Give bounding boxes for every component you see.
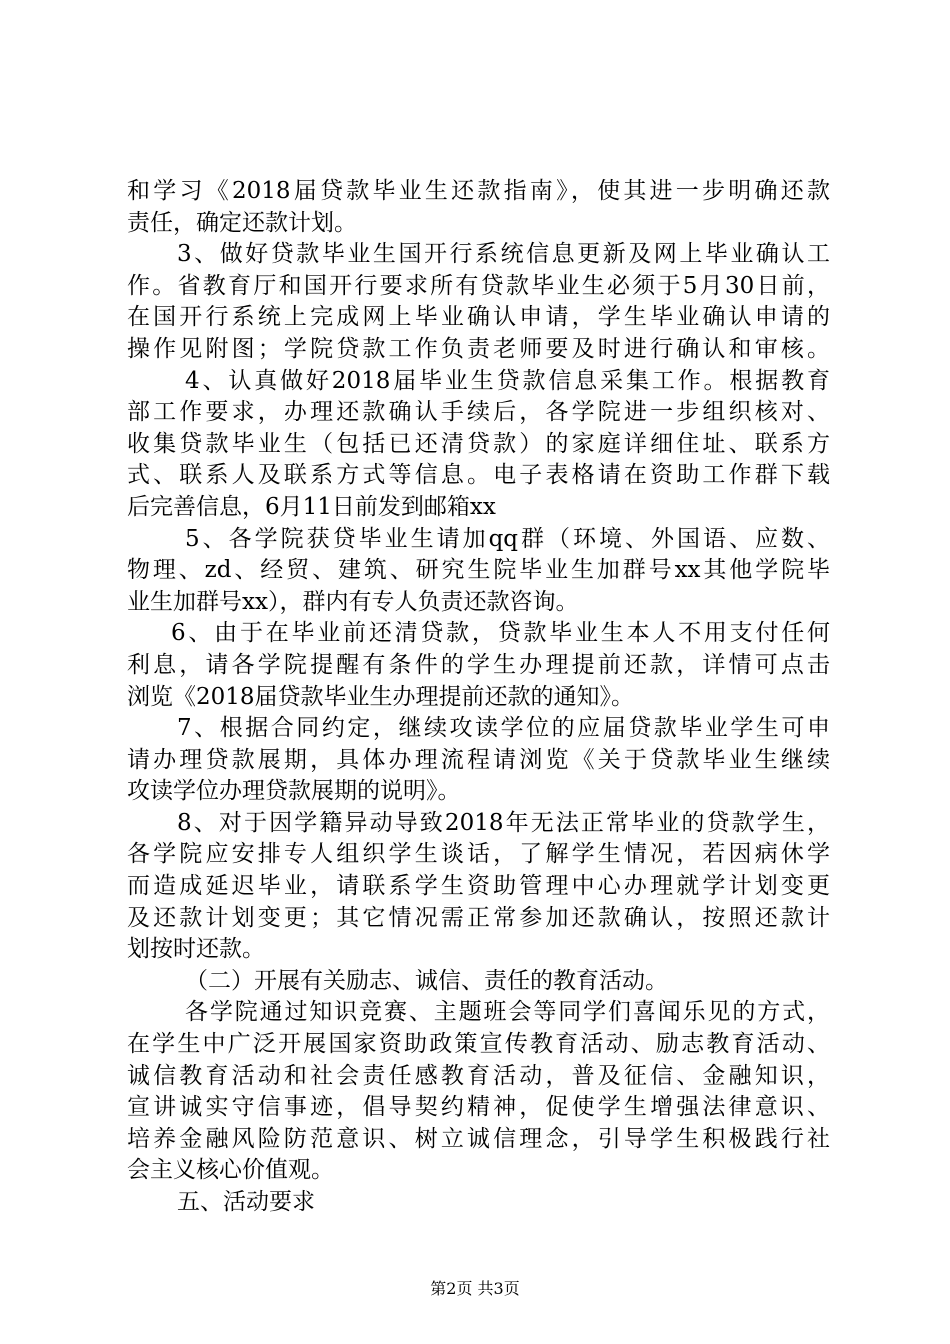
text-line: 在学生中广泛开展国家资助政策宣传教育活动、励志教育活动、 [127,1031,830,1058]
text-line: 业生加群号xx），群内有专人负责还款咨询。 [127,588,579,615]
text-line: 请办理贷款展期，具体办理流程请浏览《关于贷款毕业生继续 [127,746,830,773]
text-line: 作。省教育厅和国开行要求所有贷款毕业生必须于5月30日前， [127,272,830,299]
text-line: 会主义核心价值观。 [127,1157,334,1184]
text-line: 8、对于因学籍异动导致2018年无法正常毕业的贷款学生， [177,809,830,836]
text-line: 利息，请各学院提醒有条件的学生办理提前还款，详情可点击 [127,651,830,678]
section-heading: 五、活动要求 [177,1189,315,1215]
text-line: 式、联系人及联系方式等信息。电子表格请在资助工作群下载 [127,462,830,489]
text-line: 责任，确定还款计划。 [127,209,357,236]
text-line: 宣讲诚实守信事迹，倡导契约精神，促使学生增强法律意识、 [127,1094,830,1121]
text-line: 诚信教育活动和社会责任感教育活动，普及征信、金融知识， [127,1062,830,1089]
text-line: 而造成延迟毕业，请联系学生资助管理中心办理就学计划变更 [127,873,830,900]
text-line: 攻读学位办理贷款展期的说明》。 [127,778,461,805]
text-line: 7、根据合同约定，继续攻读学位的应届贷款毕业学生可申 [177,715,830,742]
text-line: 及还款计划变更；其它情况需正常参加还款确认，按照还款计 [127,904,830,931]
text-line: 划按时还款。 [127,936,265,963]
page-number-footer: 第2页 共3页 [430,1279,520,1298]
text-line: 各学院通过知识竞赛、主题班会等同学们喜闻乐见的方式， [185,999,830,1026]
body-text [127,176,830,1219]
section-heading: （二）开展有关励志、诚信、责任的教育活动。 [185,967,668,994]
text-line: 5、各学院获贷毕业生请加qq群（环境、外国语、应数、 [185,525,830,552]
text-line: 在国开行系统上完成网上毕业确认申请，学生毕业确认申请的 [127,304,830,331]
text-line: 操作见附图；学院贷款工作负责老师要及时进行确认和审核。 [127,335,830,362]
text-line: 和学习《2018届贷款毕业生还款指南》，使其进一步明确还款 [127,178,830,204]
text-line: 物理、zd、经贸、建筑、研究生院毕业生加群号xx其他学院毕 [127,557,830,584]
text-line: 6、由于在毕业前还清贷款，贷款毕业生本人不用支付任何 [171,620,830,647]
text-line: 部工作要求，办理还款确认手续后，各学院进一步组织核对、 [127,399,830,426]
text-line: 4、认真做好2018届毕业生贷款信息采集工作。根据教育 [185,367,830,394]
text-line: 收集贷款毕业生（包括已还清贷款）的家庭详细住址、联系方 [127,430,830,457]
text-line: 3、做好贷款毕业生国开行系统信息更新及网上毕业确认工 [177,241,830,268]
text-line: 后完善信息，6月11日前发到邮箱xx [127,493,496,520]
text-line: 培养金融风险防范意识、树立诚信理念，引导学生积极践行社 [127,1125,830,1152]
text-line: 浏览《2018届贷款毕业生办理提前还款的通知》。 [127,683,635,710]
text-line: 各学院应安排专人组织学生谈话，了解学生情况，若因病休学 [127,841,830,868]
